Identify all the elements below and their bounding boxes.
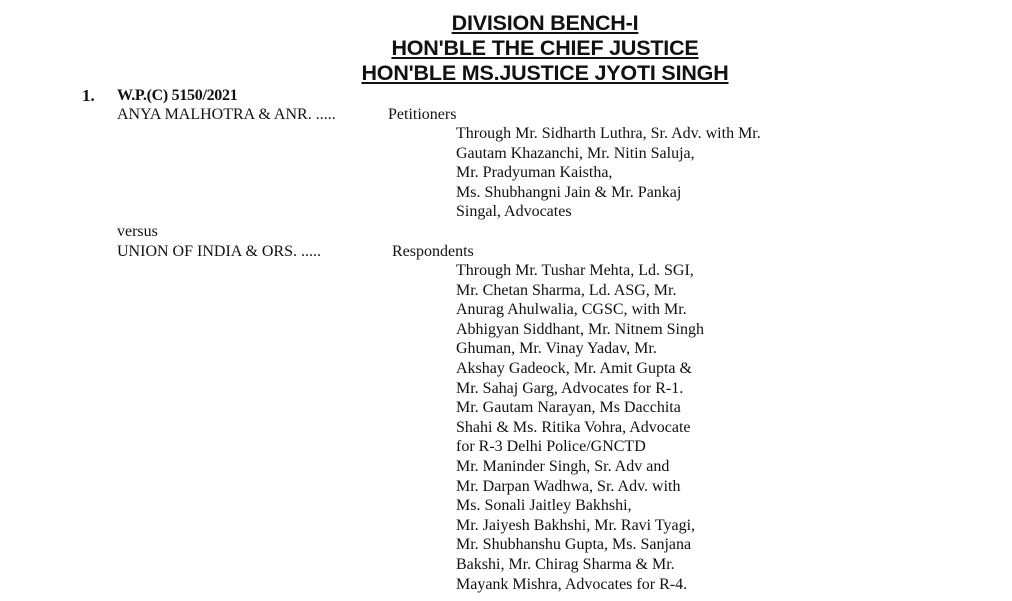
counsel-line: Bakshi, Mr. Chirag Sharma & Mr. — [456, 555, 675, 573]
respondent-role: Respondents — [392, 243, 474, 260]
counsel-line: Through Mr. Tushar Mehta, Ld. SGI, — [456, 262, 694, 279]
judge-2: HON'BLE MS.JUSTICE JYOTI SINGH — [361, 61, 729, 85]
counsel-line: Akshay Gadeock, Mr. Amit Gupta & — [456, 359, 692, 377]
counsel-line: Mr. Sahaj Garg, Advocates for R-1. — [456, 379, 684, 397]
counsel-line: Singal, Advocates — [456, 203, 572, 221]
bench-title: DIVISION BENCH-I — [451, 11, 639, 35]
counsel-line: for R-3 Delhi Police/GNCTD — [456, 438, 646, 456]
counsel-line: Mayank Mishra, Advocates for R-4. — [456, 575, 688, 593]
counsel-line: Shahi & Ms. Ritika Vohra, Advocate — [456, 418, 691, 436]
item-number: 1. — [82, 86, 95, 105]
counsel-line: Mr. Darpan Wadhwa, Sr. Adv. with — [456, 477, 681, 495]
counsel-line: Mr. Pradyuman Kaistha, — [456, 164, 613, 182]
versus-label: versus — [117, 223, 158, 240]
counsel-line: Ms. Sonali Jaitley Bakhshi, — [456, 497, 632, 515]
case-number: W.P.(C) 5150/2021 — [117, 87, 238, 104]
counsel-line: Mr. Shubhanshu Gupta, Ms. Sanjana — [456, 536, 692, 554]
counsel-line: Through Mr. Sidharth Luthra, Sr. Adv. with Mr. — [456, 125, 761, 142]
petitioner-counsel — [456, 124, 761, 222]
judge-1: HON'BLE THE CHIEF JUSTICE — [391, 36, 699, 60]
counsel-line: Gautam Khazanchi, Mr. Nitin Saluja, — [456, 144, 695, 162]
counsel-line: Mr. Chetan Sharma, Ld. ASG, Mr. — [456, 281, 677, 299]
counsel-line: Ghuman, Mr. Vinay Yadav, Mr. — [456, 340, 657, 358]
petitioner-role: Petitioners — [388, 106, 457, 123]
counsel-line: Anurag Ahulwalia, CGSC, with Mr. — [456, 301, 687, 319]
counsel-line: Abhigyan Siddhant, Mr. Nitnem Singh — [456, 320, 704, 338]
petitioner-name: ANYA MALHOTRA & ANR. ..... — [117, 106, 336, 123]
respondent-name: UNION OF INDIA & ORS. ..... — [117, 243, 322, 260]
counsel-line: Mr. Gautam Narayan, Ms Dacchita — [456, 399, 681, 417]
counsel-line: Mr. Jaiyesh Bakhshi, Mr. Ravi Tyagi, — [456, 516, 696, 534]
counsel-line: Mr. Maninder Singh, Sr. Adv and — [456, 457, 670, 475]
counsel-line: Ms. Shubhangni Jain & Mr. Pankaj — [456, 183, 682, 201]
respondent-counsel — [456, 261, 704, 594]
